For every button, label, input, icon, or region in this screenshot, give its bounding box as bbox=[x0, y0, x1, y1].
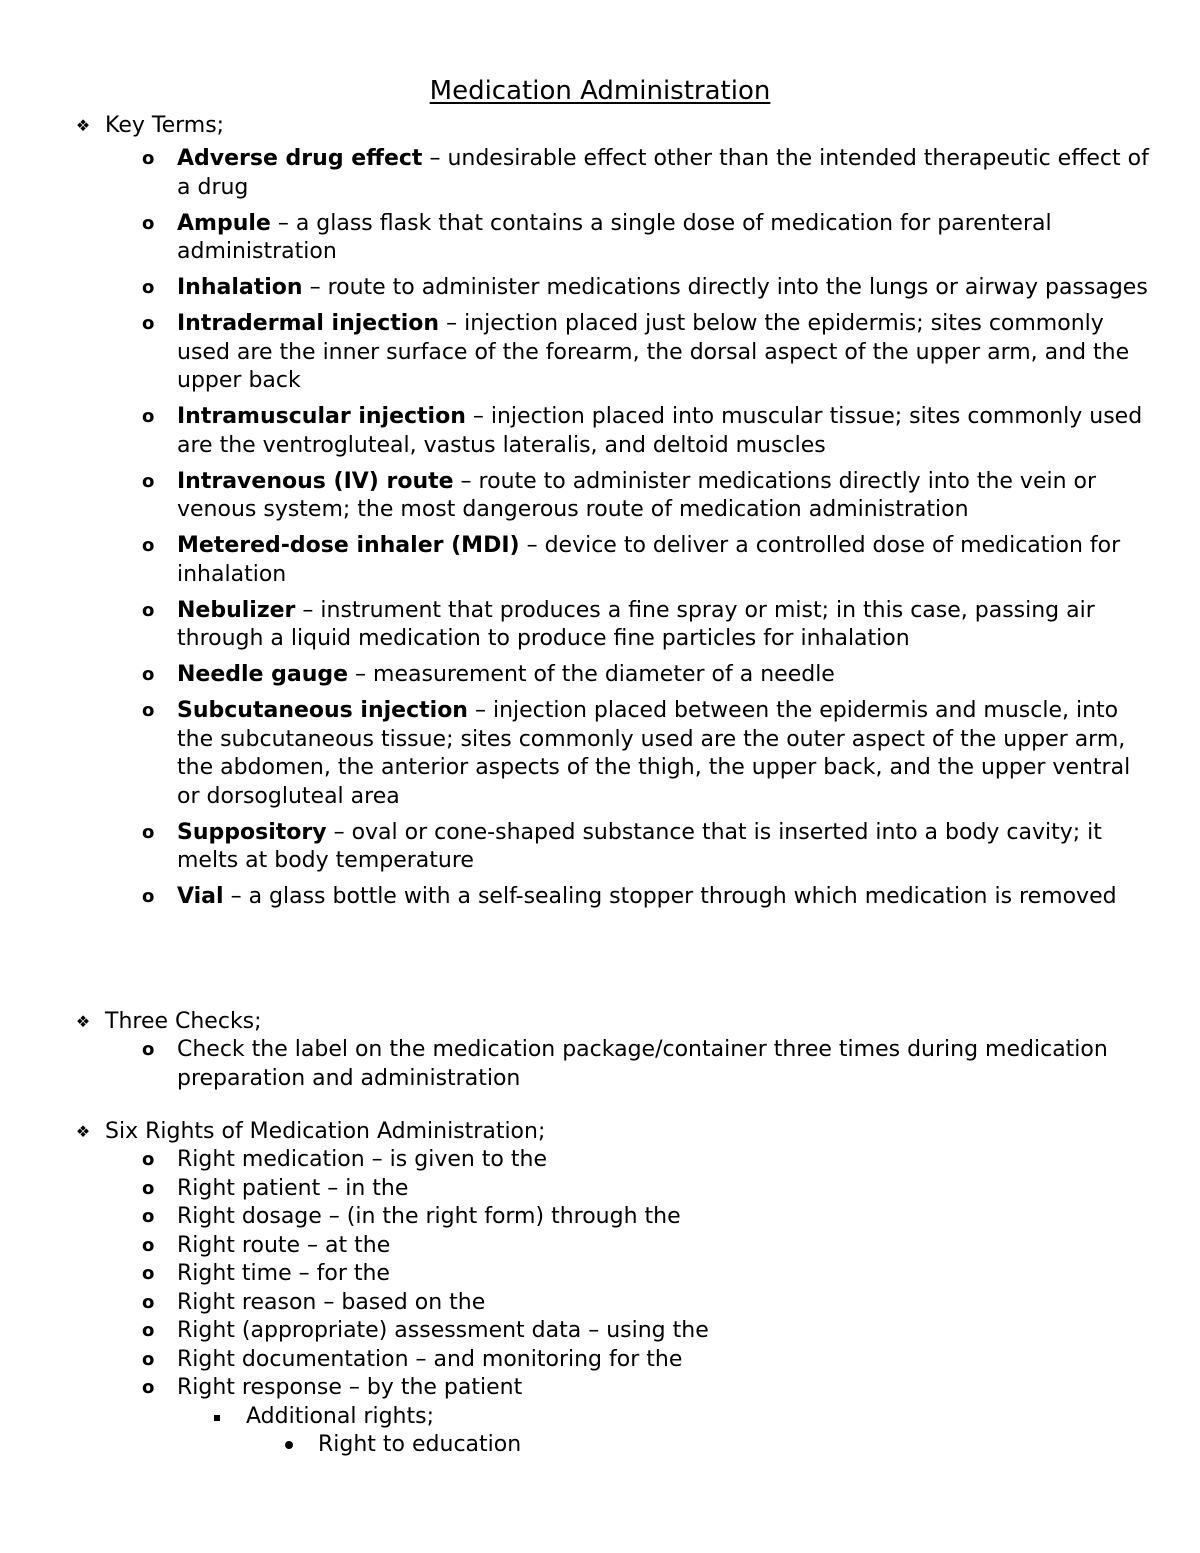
right-text: Right dosage – (in the right form) through the bbox=[177, 1204, 681, 1229]
diamond-bullet-icon: ❖ bbox=[75, 1122, 91, 1141]
check-text: Check the label on the medication package/container three times during medication preparation and administration bbox=[177, 1037, 1108, 1091]
list-item bbox=[72, 883, 1152, 912]
term-definition: – a glass flask that contains a single dose of medication for parenteral administration bbox=[177, 210, 1052, 264]
term-definition: – injection placed between the epidermis and muscle, into the subcutaneous tissue; sites commonly used are the outer aspect of the upper arm, the abdomen, the anterior aspects of the thigh, the upper back, and the upper ventral or dorsogluteal area bbox=[177, 698, 1131, 809]
additional-right-text: Right to education bbox=[318, 1432, 522, 1457]
term-name: Intramuscular injection bbox=[177, 404, 466, 429]
circle-bullet-icon: o bbox=[142, 148, 155, 169]
circle-bullet-icon: o bbox=[142, 1291, 155, 1313]
list-item bbox=[72, 661, 1152, 690]
circle-bullet-icon: o bbox=[142, 1348, 155, 1370]
term-name: Inhalation bbox=[177, 275, 303, 300]
term-definition: – device to deliver a controlled dose of medication for inhalation bbox=[177, 533, 1121, 587]
right-text: Right response – by the patient bbox=[177, 1375, 523, 1400]
circle-bullet-icon: o bbox=[142, 470, 155, 492]
term-name: Intravenous (IV) route bbox=[177, 468, 454, 494]
key-terms-heading bbox=[72, 112, 1152, 140]
circle-bullet-icon: o bbox=[142, 664, 155, 685]
circle-bullet-icon: o bbox=[142, 212, 155, 234]
circle-bullet-icon: o bbox=[142, 1377, 155, 1398]
right-text: Right route – at the bbox=[177, 1232, 391, 1258]
list-item bbox=[72, 468, 1152, 525]
circle-bullet-icon: o bbox=[142, 700, 155, 721]
term-definition: – route to administer medications directly into the lungs or airway passages bbox=[302, 275, 1148, 300]
list-item bbox=[72, 403, 1152, 460]
key-terms-section bbox=[72, 112, 1152, 919]
term-name: Subcutaneous injection bbox=[177, 698, 468, 723]
six-rights-heading-text: Six Rights of Medication Administration; bbox=[105, 1119, 546, 1144]
three-checks-section bbox=[72, 1008, 1152, 1093]
list-item bbox=[72, 1232, 1152, 1261]
right-text: Right medication – is given to the bbox=[177, 1147, 547, 1172]
list-item bbox=[72, 145, 1152, 202]
list-item bbox=[72, 1260, 1152, 1289]
term-definition: – undesirable effect other than the intended therapeutic effect of a drug bbox=[177, 146, 1149, 200]
list-item bbox=[72, 1175, 1152, 1204]
three-checks-heading bbox=[72, 1008, 1152, 1036]
six-rights-heading bbox=[72, 1118, 1152, 1146]
circle-bullet-icon: o bbox=[142, 1234, 155, 1256]
additional-rights-label: Additional rights; bbox=[246, 1403, 434, 1429]
additional-right-item bbox=[72, 1431, 1152, 1460]
term-definition: – injection placed just below the epidermis; sites commonly used are the inner surface of the forearm, the dorsal aspect of the upper arm, and the upper back bbox=[177, 311, 1130, 393]
list-item bbox=[72, 1346, 1152, 1375]
list-item bbox=[72, 532, 1152, 589]
circle-bullet-icon: o bbox=[142, 599, 155, 621]
list-item bbox=[72, 1289, 1152, 1318]
square-bullet-icon bbox=[214, 1415, 220, 1421]
list-item bbox=[72, 210, 1152, 267]
term-name: Nebulizer bbox=[177, 597, 296, 623]
key-terms-heading-text: Key Terms; bbox=[105, 113, 225, 138]
term-name: Adverse drug effect bbox=[177, 146, 423, 171]
right-text: Right reason – based on the bbox=[177, 1289, 486, 1315]
circle-bullet-icon: o bbox=[142, 886, 155, 907]
term-name: Intradermal injection bbox=[177, 311, 440, 336]
diamond-bullet-icon: ❖ bbox=[75, 1012, 91, 1031]
circle-bullet-icon: o bbox=[142, 1320, 155, 1341]
list-item bbox=[72, 310, 1152, 396]
circle-bullet-icon: o bbox=[142, 406, 155, 427]
term-name: Needle gauge bbox=[177, 662, 349, 687]
term-definition: – injection placed into muscular tissue; sites commonly used are the ventrogluteal, vastus lateralis, and deltoid muscles bbox=[177, 404, 1143, 458]
circle-bullet-icon: o bbox=[142, 1206, 155, 1227]
term-definition: – oval or cone-shaped substance that is inserted into a body cavity; it melts at body temperature bbox=[177, 819, 1102, 873]
term-definition: – route to administer medications directly into the vein or venous system; the most dangerous route of medication administration bbox=[177, 468, 1097, 522]
key-terms-list bbox=[72, 145, 1152, 912]
dot-bullet-icon bbox=[285, 1441, 293, 1449]
six-rights-section bbox=[72, 1118, 1152, 1460]
right-text: Right documentation – and monitoring for the bbox=[177, 1346, 683, 1372]
circle-bullet-icon: o bbox=[142, 535, 155, 556]
list-item bbox=[72, 597, 1152, 654]
list-item bbox=[72, 819, 1152, 876]
diamond-bullet-icon: ❖ bbox=[75, 116, 91, 135]
three-checks-heading-text: Three Checks; bbox=[105, 1009, 262, 1034]
additional-rights-item bbox=[72, 1403, 1152, 1432]
term-definition: – a glass bottle with a self-sealing stopper through which medication is removed bbox=[223, 884, 1117, 909]
list-item bbox=[72, 1374, 1152, 1403]
list-item bbox=[72, 697, 1152, 811]
right-text: Right time – for the bbox=[177, 1261, 390, 1286]
circle-bullet-icon: o bbox=[142, 1177, 155, 1199]
term-name: Vial bbox=[177, 884, 224, 909]
term-name: Metered-dose inhaler (MDI) bbox=[177, 533, 520, 558]
circle-bullet-icon: o bbox=[142, 1149, 155, 1170]
list-item bbox=[72, 1203, 1152, 1232]
circle-bullet-icon: o bbox=[142, 821, 155, 843]
list-item bbox=[72, 1317, 1152, 1346]
list-item bbox=[72, 1146, 1152, 1175]
right-text: Right (appropriate) assessment data – using the bbox=[177, 1318, 709, 1343]
six-rights-list bbox=[72, 1146, 1152, 1403]
circle-bullet-icon: o bbox=[142, 1263, 155, 1284]
term-definition: – instrument that produces a fine spray or mist; in this case, passing air through a liquid medication to produce fine particles for inhalation bbox=[177, 597, 1095, 651]
term-definition: – measurement of the diameter of a needle bbox=[348, 662, 835, 687]
list-item bbox=[72, 274, 1152, 303]
list-item bbox=[72, 1036, 1152, 1093]
right-text: Right patient – in the bbox=[177, 1175, 409, 1201]
circle-bullet-icon: o bbox=[142, 313, 155, 334]
page-title: Medication Administration bbox=[429, 76, 771, 106]
circle-bullet-icon: o bbox=[142, 277, 155, 298]
term-name: Ampule bbox=[177, 210, 271, 236]
circle-bullet-icon: o bbox=[142, 1039, 155, 1060]
term-name: Suppository bbox=[177, 819, 327, 845]
three-checks-list bbox=[72, 1036, 1152, 1093]
